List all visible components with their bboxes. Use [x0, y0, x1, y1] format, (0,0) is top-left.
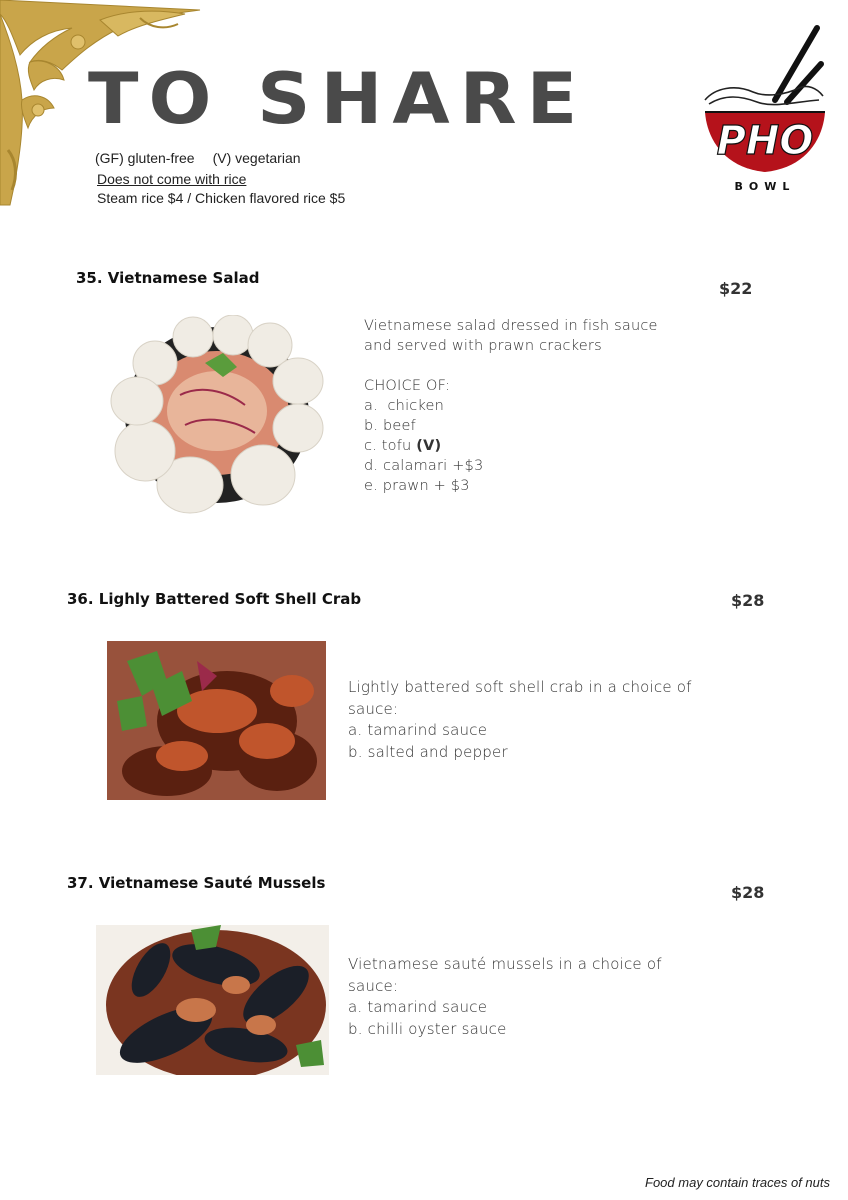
- description-line: sauce:: [348, 976, 399, 995]
- rice-note: Does not come with rice: [97, 171, 247, 187]
- rice-prices: Steam rice $4 / Chicken flavored rice $5: [97, 190, 346, 206]
- description-line: sauce:: [348, 699, 399, 718]
- item-price: $22: [719, 279, 753, 298]
- description-line: Vietnamese salad dressed in fish sauce: [364, 318, 658, 334]
- item-description: [348, 677, 692, 763]
- item-title: 37. Vietnamese Sauté Mussels: [67, 874, 326, 892]
- item-title: 36. Lighly Battered Soft Shell Crab: [67, 590, 362, 608]
- vegetarian-tag: (V): [416, 438, 442, 454]
- description-line: Lightly battered soft shell crab in a choice of: [348, 678, 692, 696]
- option-item: a. tamarind sauce: [348, 998, 488, 1016]
- item-price: $28: [731, 883, 765, 902]
- soft-shell-crab-photo: [107, 641, 326, 800]
- saute-mussels-photo: [96, 925, 329, 1075]
- vietnamese-salad-photo: [105, 315, 330, 520]
- logo-subword: BOWL: [734, 180, 796, 193]
- logo-word: PHO: [716, 118, 814, 164]
- option-item: a. chicken: [364, 398, 445, 414]
- option-item: [364, 436, 658, 456]
- item-description: [348, 954, 662, 1040]
- item-title: 35. Vietnamese Salad: [76, 269, 260, 287]
- item-description: [364, 316, 658, 496]
- item-price: $28: [731, 591, 765, 610]
- pho-bowl-logo: [695, 22, 835, 197]
- description-line: and served with prawn crackers: [364, 338, 602, 354]
- option-item: b. chilli oyster sauce: [348, 1019, 507, 1038]
- option-text: c. tofu: [364, 438, 417, 454]
- legend-vegetarian: (V) vegetarian: [212, 150, 301, 166]
- page-title: TO SHARE: [88, 58, 588, 140]
- option-item: b. beef: [364, 418, 416, 434]
- allergy-footnote: Food may contain traces of nuts: [645, 1175, 830, 1190]
- description-line: Vietnamese sauté mussels in a choice of: [348, 955, 662, 973]
- option-item: a. tamarind sauce: [348, 721, 488, 739]
- option-item: e. prawn + $3: [364, 478, 470, 494]
- choice-heading: CHOICE OF:: [364, 378, 451, 394]
- option-item: b. salted and pepper: [348, 742, 508, 761]
- option-item: d. calamari +$3: [364, 458, 484, 474]
- legend-gluten-free: (GF) gluten-free: [95, 150, 195, 166]
- diet-legend: [95, 151, 301, 165]
